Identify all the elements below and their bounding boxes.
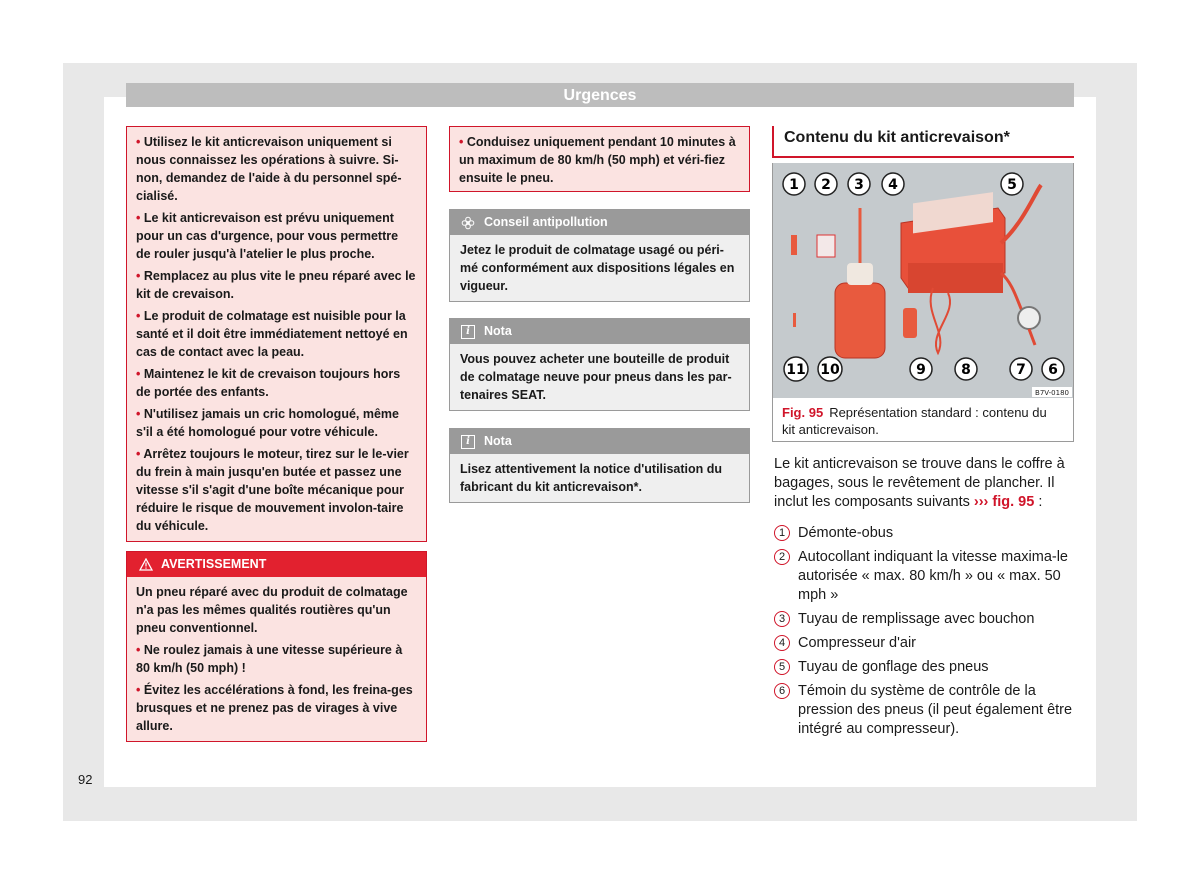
bullet-icon: • bbox=[459, 135, 467, 149]
warning-item: • Utilisez le kit anticrevaison uniquement si nous connaissez les opérations à suivre. Si-non, demandez de l'aide à du personnel spé-cialisé. bbox=[136, 135, 402, 203]
figure-label bbox=[848, 173, 870, 195]
component-list bbox=[774, 524, 1076, 744]
nota-header-2 bbox=[450, 429, 749, 454]
figure-label bbox=[910, 358, 932, 380]
svg-text:4: 4 bbox=[888, 177, 898, 193]
component-number-badge: 5 bbox=[774, 659, 790, 675]
conseil-title: Conseil antipollution bbox=[484, 215, 608, 229]
component-number-badge: 1 bbox=[774, 525, 790, 541]
info-icon: i bbox=[461, 435, 475, 449]
section-title: Contenu du kit anticrevaison* bbox=[772, 126, 1074, 158]
figure-label bbox=[818, 357, 842, 381]
figure-label bbox=[1001, 173, 1023, 195]
nota-box-2 bbox=[449, 428, 750, 503]
page-number: 92 bbox=[78, 772, 93, 787]
conseil-box bbox=[449, 209, 750, 302]
svg-text:5: 5 bbox=[1007, 177, 1017, 193]
figure-label bbox=[882, 173, 904, 195]
figure-caption-text: Représentation standard : contenu du kit anticrevaison. bbox=[782, 405, 1047, 437]
component-number-badge: 4 bbox=[774, 635, 790, 651]
avertissement-title: AVERTISSEMENT bbox=[161, 557, 267, 571]
warning-list-box bbox=[126, 126, 427, 542]
figure-label bbox=[784, 357, 808, 381]
bullet-icon: • bbox=[136, 309, 144, 323]
component-text: Autocollant indiquant la vitesse maxima-le autorisée « max. 80 km/h » ou « max. 50 mph » bbox=[798, 549, 1068, 603]
svg-text:7: 7 bbox=[1016, 362, 1026, 378]
nota-title-1: Nota bbox=[484, 324, 512, 338]
warning-item: • N'utilisez jamais un cric homologué, même s'il a été homologué pour votre véhicule. bbox=[136, 407, 399, 439]
warning-item: • Le kit anticrevaison est prévu uniquement pour un cas d'urgence, pour vous permettre de rouler jusqu'à l'atelier le plus proche. bbox=[136, 211, 399, 261]
svg-text:8: 8 bbox=[961, 362, 971, 378]
svg-text:10: 10 bbox=[820, 362, 840, 378]
component-text: Tuyau de remplissage avec bouchon bbox=[798, 611, 1035, 627]
svg-text:3: 3 bbox=[854, 177, 864, 193]
bullet-icon: • bbox=[136, 643, 144, 657]
figure-label bbox=[783, 173, 805, 195]
conseil-text: Jetez le produit de colmatage usagé ou péri-mé conformément aux dispositions légales en vigueur. bbox=[460, 243, 735, 293]
intro-tail: : bbox=[1038, 494, 1043, 510]
warning-item: • Remplacez au plus vite le pneu réparé avec le kit de crevaison. bbox=[136, 269, 416, 301]
component-text: Tuyau de gonflage des pneus bbox=[798, 659, 989, 675]
component-text: Témoin du système de contrôle de la pression des pneus (il peut également être intégré au compresseur). bbox=[798, 683, 1073, 737]
kit-drawing bbox=[773, 163, 1073, 398]
nota-box-1 bbox=[449, 318, 750, 411]
component-item bbox=[774, 634, 1076, 653]
left-column bbox=[126, 126, 427, 542]
flower-eco-icon bbox=[461, 216, 475, 230]
warning-item: • Maintenez le kit de crevaison toujours hors de portée des enfants. bbox=[136, 367, 401, 399]
component-item bbox=[774, 524, 1076, 543]
chapter-header: Urgences bbox=[126, 83, 1074, 107]
intro-paragraph bbox=[774, 455, 1076, 512]
driving-warning-box bbox=[449, 126, 750, 192]
kit-illustration bbox=[773, 163, 1073, 398]
component-number-badge: 2 bbox=[774, 549, 790, 565]
conseil-header bbox=[450, 210, 749, 235]
bullet-icon: • bbox=[136, 367, 144, 381]
figure-ref: Fig. 95 bbox=[782, 405, 824, 420]
right-column bbox=[772, 126, 1074, 158]
avertissement-body bbox=[127, 577, 426, 741]
nota-header-1 bbox=[450, 319, 749, 344]
component-item bbox=[774, 658, 1076, 677]
driving-warning-text: • Conduisez uniquement pendant 10 minutes à un maximum de 80 km/h (50 mph) et véri-fiez ensuite le pneu. bbox=[459, 135, 736, 185]
nota-text-1: Vous pouvez acheter une bouteille de produit de colmatage neuve pour pneus dans les par-tenaires SEAT. bbox=[460, 352, 732, 402]
svg-text:1: 1 bbox=[789, 177, 799, 193]
figure-label bbox=[1010, 358, 1032, 380]
component-number-badge: 6 bbox=[774, 683, 790, 699]
nota-title-2: Nota bbox=[484, 434, 512, 448]
figure-code: B7V-0180 bbox=[1035, 389, 1069, 397]
bullet-icon: • bbox=[136, 269, 144, 283]
nota-text-2: Lisez attentivement la notice d'utilisation du fabricant du kit anticrevaison*. bbox=[460, 462, 723, 494]
bullet-icon: • bbox=[136, 211, 144, 225]
component-item bbox=[774, 682, 1076, 739]
svg-text:9: 9 bbox=[916, 362, 926, 378]
figure-label bbox=[1042, 358, 1064, 380]
svg-text:6: 6 bbox=[1048, 362, 1058, 378]
component-item bbox=[774, 548, 1076, 605]
svg-text:2: 2 bbox=[821, 177, 831, 193]
avertissement-item: • Évitez les accélérations à fond, les freina-ges brusques et ne prenez pas de virages à vive allure. bbox=[136, 683, 413, 733]
bullet-icon: • bbox=[136, 407, 144, 421]
component-number-badge: 3 bbox=[774, 611, 790, 627]
avertissement-column bbox=[126, 551, 427, 742]
svg-text:11: 11 bbox=[786, 362, 806, 378]
bullet-icon: • bbox=[136, 447, 144, 461]
intro-text: Le kit anticrevaison se trouve dans le coffre à bagages, sous le revêtement de plancher. Il inclut les composants suivants bbox=[774, 456, 1065, 510]
component-text: Démonte-obus bbox=[798, 525, 894, 541]
middle-column bbox=[449, 126, 750, 503]
component-item bbox=[774, 610, 1076, 629]
bullet-icon: • bbox=[136, 135, 144, 149]
warning-triangle-icon bbox=[139, 558, 153, 571]
component-text: Compresseur d'air bbox=[798, 635, 917, 651]
warning-item: • Le produit de colmatage est nuisible pour la santé et il doit être immédiatement nettoyé en cas de contact avec la peau. bbox=[136, 309, 408, 359]
avertissement-header bbox=[127, 552, 426, 577]
avertissement-intro: Un pneu réparé avec du produit de colmatage n'a pas les mêmes qualités routières qu'un pneu conventionnel. bbox=[136, 585, 408, 635]
info-icon: i bbox=[461, 325, 475, 339]
figure-label bbox=[955, 358, 977, 380]
figure-link[interactable]: fig. 95 bbox=[992, 494, 1035, 510]
warning-item: • Arrêtez toujours le moteur, tirez sur le le-vier du frein à main jusqu'en butée et passez une vitesse s'il s'agit d'une boîte mécanique pour réduire le risque de mouvement involon-taire du véhicule. bbox=[136, 447, 409, 533]
avertissement-item: • Ne roulez jamais à une vitesse supérieure à 80 km/h (50 mph) ! bbox=[136, 643, 403, 675]
bullet-icon: • bbox=[136, 683, 144, 697]
arrow-ref-icon: ››› bbox=[973, 494, 989, 510]
figure-label bbox=[815, 173, 837, 195]
figure-caption bbox=[773, 400, 1073, 438]
avertissement-box bbox=[126, 551, 427, 742]
